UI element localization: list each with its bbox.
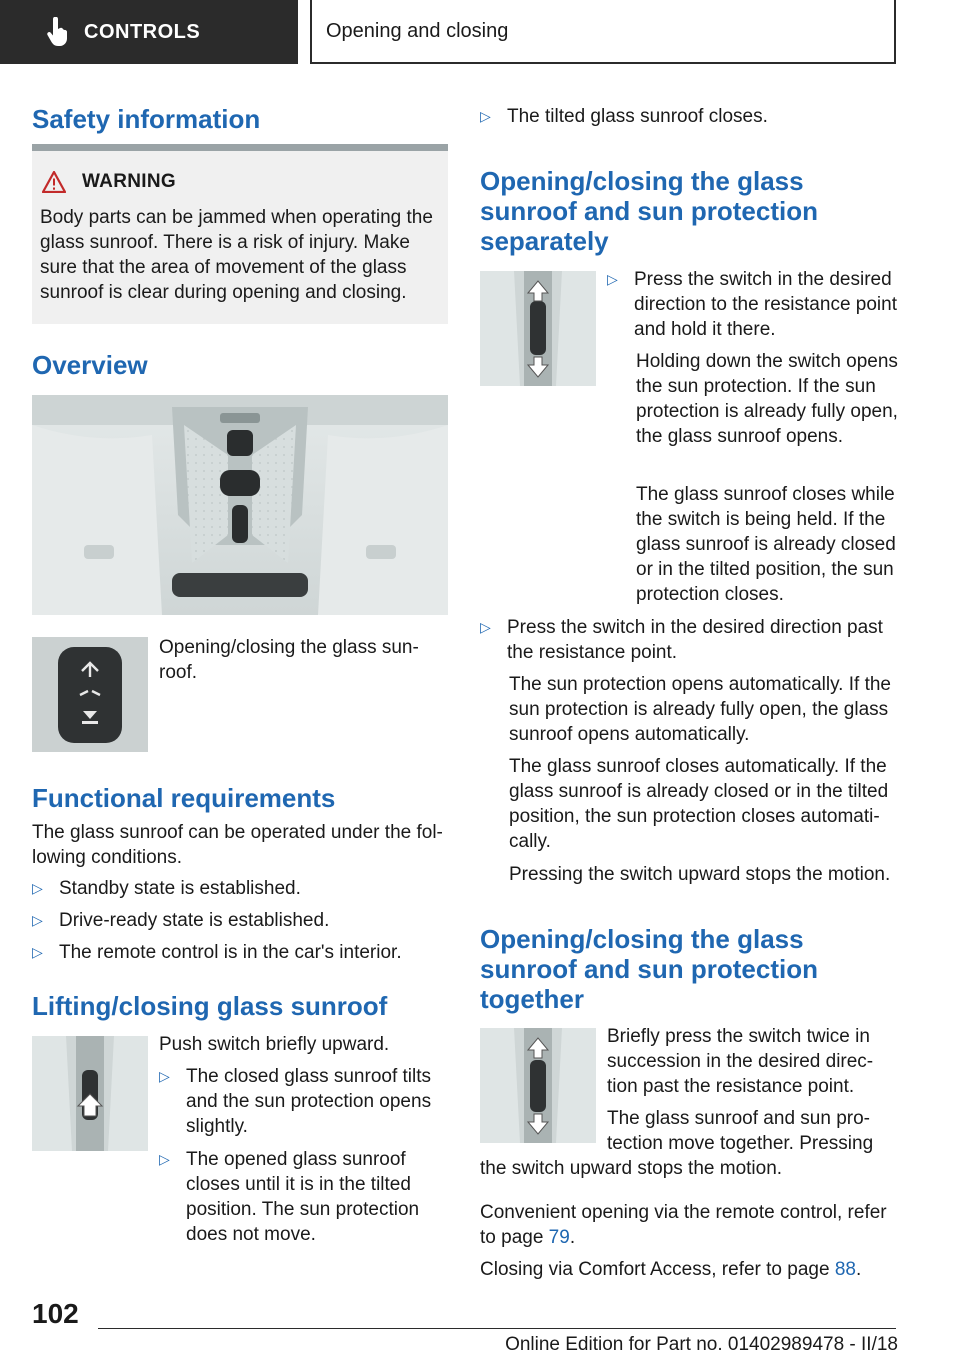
overview-heading: Overview (32, 350, 148, 380)
list-item: ▷ The remote control is in the car's interior. (32, 942, 402, 963)
overview-image (32, 395, 448, 615)
hold-closes-text: The glass sunroof closes while the switch is being held. If the glass sunroof is already closed or in the tilted position, the sun protection closes. (636, 484, 896, 605)
together-heading: Opening/closing the glass sunroof and sun protection together (480, 924, 818, 1014)
list-item: ▷ Press the switch in the desired direction to the resistance point and hold it there. (607, 269, 897, 340)
safety-heading: Safety information (32, 104, 261, 134)
warning-triangle-icon (42, 171, 66, 193)
chapter-header (310, 0, 896, 64)
bullet-triangle-icon: ▷ (32, 912, 43, 928)
list-item: ▷ Drive-ready state is established. (32, 910, 330, 931)
hold-opens-text: Holding down the switch opens the sun protection. If the sun protection is already fully open, the glass sunroof opens. (636, 351, 898, 447)
auto-close-text: The glass sunroof closes automatically. If the glass sunroof is already closed or in the tilted position, the sun protection closes automati-cally. (509, 756, 889, 852)
bullet-triangle-icon: ▷ (607, 271, 618, 287)
stop-motion-text: Pressing the switch upward stops the motion. (509, 864, 891, 885)
switch-hold-image (480, 271, 596, 386)
bullet-triangle-icon: ▷ (32, 880, 43, 896)
chapter-title: Opening and closing (326, 19, 509, 42)
warning-box (32, 144, 448, 324)
together-line-b: tection move together. Pressing (607, 1133, 874, 1154)
switch-together-image (480, 1028, 596, 1143)
comfort-access-text: Closing via Comfort Access, refer to page 88. (480, 1259, 862, 1280)
bullet-triangle-icon: ▷ (159, 1068, 170, 1084)
touch-hand-icon (38, 12, 78, 52)
page-link-88[interactable]: 88 (834, 1259, 856, 1280)
bullet-triangle-icon: ▷ (480, 619, 491, 635)
together-line-c: the switch upward stops the motion. (480, 1158, 783, 1179)
section-tab[interactable] (0, 0, 298, 64)
bullet-triangle-icon: ▷ (159, 1151, 170, 1167)
edition-footer: Online Edition for Part no. 01402989478 - II/18 (505, 1334, 898, 1355)
footer-divider (98, 1328, 896, 1329)
auto-open-text: The sun protection opens automatically. If the sun protection is already fully open, the glass sunroof opens automatically. (509, 674, 891, 745)
list-item: ▷ The opened glass sunroof closes until it is in the tilted position. The sun protection does not move. (159, 1149, 420, 1245)
list-item: ▷ Press the switch in the desired direction past the resistance point. (480, 617, 883, 663)
switch-caption: Opening/closing the glass sun-roof. (159, 637, 419, 683)
switch-up-image (32, 1036, 148, 1151)
together-line-a: The glass sunroof and sun pro- (607, 1108, 870, 1129)
bullet-triangle-icon: ▷ (32, 944, 43, 960)
lifting-closing-heading: Lifting/closing glass sunroof (32, 991, 388, 1021)
warning-label: WARNING (82, 171, 176, 192)
section-label: CONTROLS (84, 20, 201, 43)
page-number: 102 (32, 1298, 79, 1329)
lift-intro: Push switch briefly upward. (159, 1034, 390, 1055)
sunroof-switch-image (32, 637, 148, 752)
functional-requirements-heading: Functional requirements (32, 783, 336, 813)
remote-control-text: Convenient opening via the remote control, refer to page 79. (480, 1202, 887, 1248)
list-item: ▷ The tilted glass sunroof closes. (480, 106, 768, 127)
warning-text: Body parts can be jammed when operating the glass sunroof. There is a risk of injury. Make sure that the area of movement of the glass sunroof is clear during opening and closing. (40, 207, 433, 303)
functional-intro: The glass sunroof can be operated under the fol-lowing conditions. (32, 822, 443, 868)
list-item: ▷ Standby state is established. (32, 878, 301, 899)
twice-press-text: Briefly press the switch twice in succession in the desired direc-tion past the resistance point. (607, 1026, 874, 1097)
separately-heading: Opening/closing the glass sunroof and sun protection separately (480, 166, 818, 256)
page-link-79[interactable]: 79 (548, 1227, 570, 1248)
bullet-triangle-icon: ▷ (480, 108, 491, 124)
list-item: ▷ The closed glass sunroof tilts and the sun protection opens slightly. (159, 1066, 432, 1137)
